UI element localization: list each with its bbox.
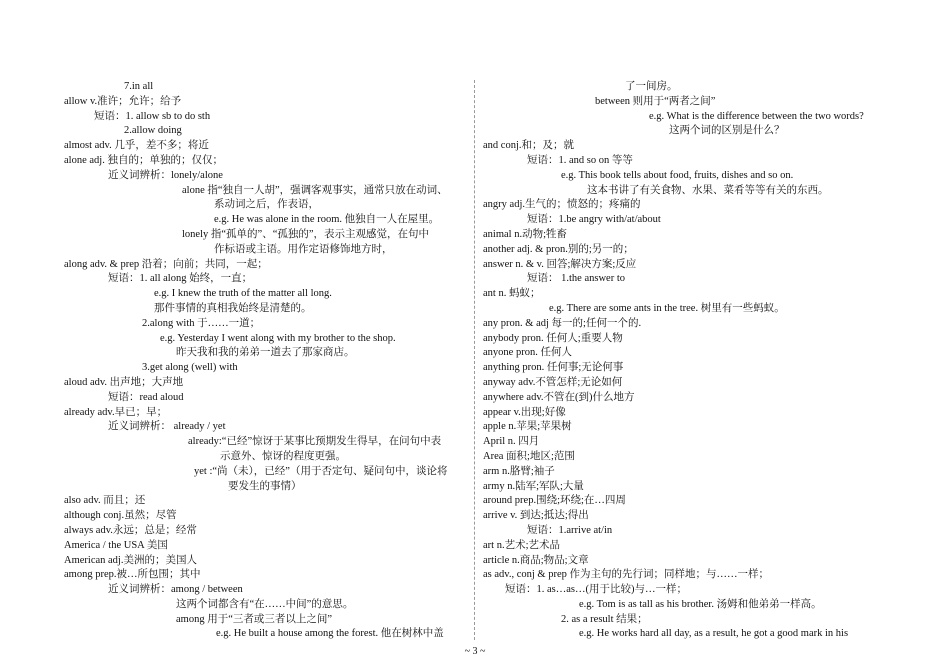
text-line: 短语：read aloud — [108, 391, 184, 403]
text-line: 这本书讲了有关食物、水果、菜肴等等有关的东西。 — [587, 184, 829, 196]
text-line: 那件事情的真相我始终是清楚的。 — [154, 302, 312, 314]
right-column — [483, 80, 895, 642]
text-line: 了一间房。 — [625, 81, 678, 92]
text-line: 示意外、惊讶的程度更强。 — [220, 450, 346, 462]
text-line: Area 面积;地区;范围 — [483, 450, 575, 462]
text-line: 近义词辨析： already / yet — [108, 421, 226, 433]
text-line: America / the USA 美国 — [64, 539, 168, 551]
text-line: e.g. What is the difference between the two words? — [649, 110, 864, 122]
text-line: 2.along with 于……一道； — [142, 317, 261, 329]
text-line: 作标语或主语。用作定语修饰地方时， — [214, 243, 393, 255]
text-line: e.g. He works hard all day, as a result, he got a good mark in his — [579, 628, 849, 640]
text-line: although conj.虽然；尽管 — [64, 510, 177, 522]
text-line: and conj.和；及；就 — [483, 140, 574, 152]
text-line: 近义词辨析：among / between — [108, 584, 243, 596]
text-line: article n.商品;物品;文章 — [483, 554, 589, 566]
text-line: 要发生的事情） — [228, 480, 302, 492]
text-line: arm n.胳臂;袖子 — [483, 465, 555, 477]
text-line: ant n. 蚂蚁； — [483, 288, 541, 300]
text-line: alone 指“独自一人胡”，强调客观事实，通常只放在动词、 — [182, 184, 448, 196]
text-line: aloud adv. 出声地；大声地 — [64, 376, 184, 388]
text-line: 短语：1.be angry with/at/about — [527, 214, 661, 226]
text-line: among prep.被…所包围；其中 — [64, 569, 201, 581]
text-line: 短语：1. all along 始终，一直； — [108, 273, 253, 285]
text-line: anybody pron. 任何人;重要人物 — [483, 332, 623, 344]
text-line: 近义词辨析：lonely/alone — [108, 169, 223, 181]
text-line: between 则用于“两者之间” — [595, 95, 716, 107]
text-line: e.g. He was alone in the room. 他独自一人在屋里。 — [214, 214, 440, 226]
text-line: anywhere adv.不管在(到)什么地方 — [483, 391, 635, 403]
text-line: almost adv. 几乎，差不多；将近 — [64, 140, 209, 152]
text-line: yet :“尚（未），已经”（用于否定句、疑问句中，谈论将 — [194, 465, 448, 477]
text-line: e.g. Tom is as tall as his brother. 汤姆和他弟弟一样高。 — [579, 598, 822, 610]
text-line: arrive v. 到达;抵达;得出 — [483, 510, 589, 522]
text-line: along adv. & prep 沿着；向前；共同，一起； — [64, 258, 268, 270]
text-line: among 用于“三者或三者以上之间” — [176, 613, 333, 625]
text-line: 短语： 1.the answer to — [527, 273, 625, 285]
text-line: appear v.出现;好像 — [483, 406, 566, 418]
left-column — [64, 80, 474, 642]
text-line: art n.艺术;艺术品 — [483, 539, 560, 551]
page-number: ~ 3 ~ — [464, 646, 486, 657]
text-line: e.g. He built a house among the forest. 他在树林中盖 — [216, 628, 444, 640]
text-line: 这两个词的区别是什么？ — [669, 125, 785, 137]
column-divider — [474, 80, 475, 640]
text-line: lonely 指“孤单的”、“孤独的”，表示主观感觉，在句中 — [182, 228, 430, 240]
text-line: allow v.准许；允许；给予 — [64, 95, 182, 107]
text-line: 短语：1. allow sb to do sth — [94, 110, 211, 122]
text-line: American adj.美洲的；美国人 — [64, 554, 197, 566]
text-line: any pron. & adj 每一的;任何一个的. — [483, 317, 642, 329]
text-line: army n.陆军;军队;大量 — [483, 480, 584, 492]
text-line: 2. as a result 结果； — [561, 613, 648, 625]
text-line: anyway adv.不管怎样;无论如何 — [483, 376, 623, 388]
text-line: anyone pron. 任何人 — [483, 347, 572, 359]
text-line: 系动词之后，作表语， — [214, 199, 319, 211]
text-line: 短语：1. and so on 等等 — [527, 154, 633, 166]
text-line: always adv.永远；总是；经常 — [64, 524, 197, 536]
text-line: e.g. I knew the truth of the matter all long. — [154, 288, 332, 300]
text-line: animal n.动物;牲畜 — [483, 228, 567, 240]
text-line: also adv. 而且；还 — [64, 495, 146, 507]
text-line: already:“已经”惊讶于某事比预期发生得早，在问句中表 — [188, 436, 442, 448]
text-line: apple n.苹果;苹果树 — [483, 421, 572, 433]
text-line: as adv., conj & prep 作为主句的先行词；同样地；与……一样； — [483, 569, 770, 581]
text-line: 2.allow doing — [124, 125, 182, 137]
text-line: 短语：1.arrive at/in — [527, 524, 613, 536]
text-line: 3.get along (well) with — [142, 362, 238, 374]
text-line: e.g. There are some ants in the tree. 树里有一些蚂蚁。 — [549, 302, 785, 314]
text-line: answer n. & v. 回答;解决方案;反应 — [483, 258, 637, 270]
text-line: another adj. & pron.别的;另一的； — [483, 243, 634, 255]
text-line: around prep.围绕;环绕;在…四周 — [483, 495, 626, 507]
text-line: alone adj. 独自的；单独的；仅仅； — [64, 154, 223, 166]
text-line: 这两个词都含有“在……中间”的意思。 — [176, 598, 354, 610]
text-line: angry adj.生气的；愤怒的；疼痛的 — [483, 199, 641, 211]
text-line: 昨天我和我的弟弟一道去了那家商店。 — [176, 347, 355, 359]
text-line: already adv.早已；早； — [64, 406, 168, 418]
text-line: anything pron. 任何事;无论何事 — [483, 362, 624, 374]
text-line: 7.in all — [124, 81, 154, 92]
text-line: April n. 四月 — [483, 436, 540, 448]
text-line: 短语：1. as…as…(用于比较)与…一样； — [505, 584, 687, 596]
text-line: e.g. This book tells about food, fruits, dishes and so on. — [561, 169, 794, 181]
text-line: e.g. Yesterday I went along with my brother to the shop. — [160, 332, 396, 344]
